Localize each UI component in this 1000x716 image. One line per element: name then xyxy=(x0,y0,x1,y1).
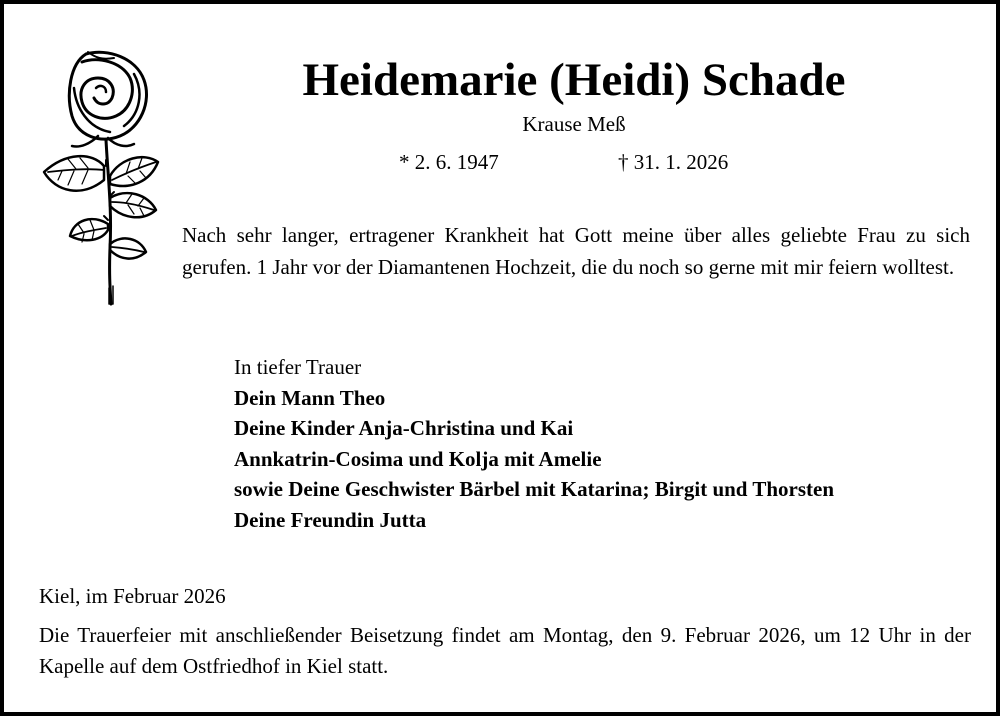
mourner-line: Deine Freundin Jutta xyxy=(234,507,427,532)
mourner-line: Deine Kinder Anja-Christina und Kai xyxy=(234,416,574,441)
mourning-intro: In tiefer Trauer xyxy=(234,355,362,379)
birth-date: * 2. 6. 1947 xyxy=(399,150,499,174)
death-date: † 31. 1. 2026 xyxy=(618,150,729,174)
deceased-name: Heidemarie (Heidi) Schade xyxy=(302,54,846,106)
mourner-line: Dein Mann Theo xyxy=(234,385,386,410)
mourner-line: sowie Deine Geschwister Bärbel mit Katarina; Birgit und Thorsten xyxy=(234,477,835,502)
mourner-line: Annkatrin-Cosima und Kolja mit Amelie xyxy=(234,446,602,471)
maiden-name: Krause Meß xyxy=(522,112,626,136)
obituary-message: Nach sehr langer, ertragener Krankheit hat Gott meine über alles geliebte Frau zu sich gerufen. 1 Jahr vor der Diamantenen Hochzeit, die du noch so gerne mit mir feiern wolltest. xyxy=(182,223,970,279)
rose-icon xyxy=(36,48,162,306)
place-date: Kiel, im Februar 2026 xyxy=(39,584,226,608)
funeral-info: Die Trauerfeier mit anschließender Beisetzung findet am Montag, den 9. Februar 2026, um 12 Uhr in der Kapelle auf dem Ostfriedhof in Kiel statt. xyxy=(39,623,971,678)
mourners-block xyxy=(234,352,834,536)
